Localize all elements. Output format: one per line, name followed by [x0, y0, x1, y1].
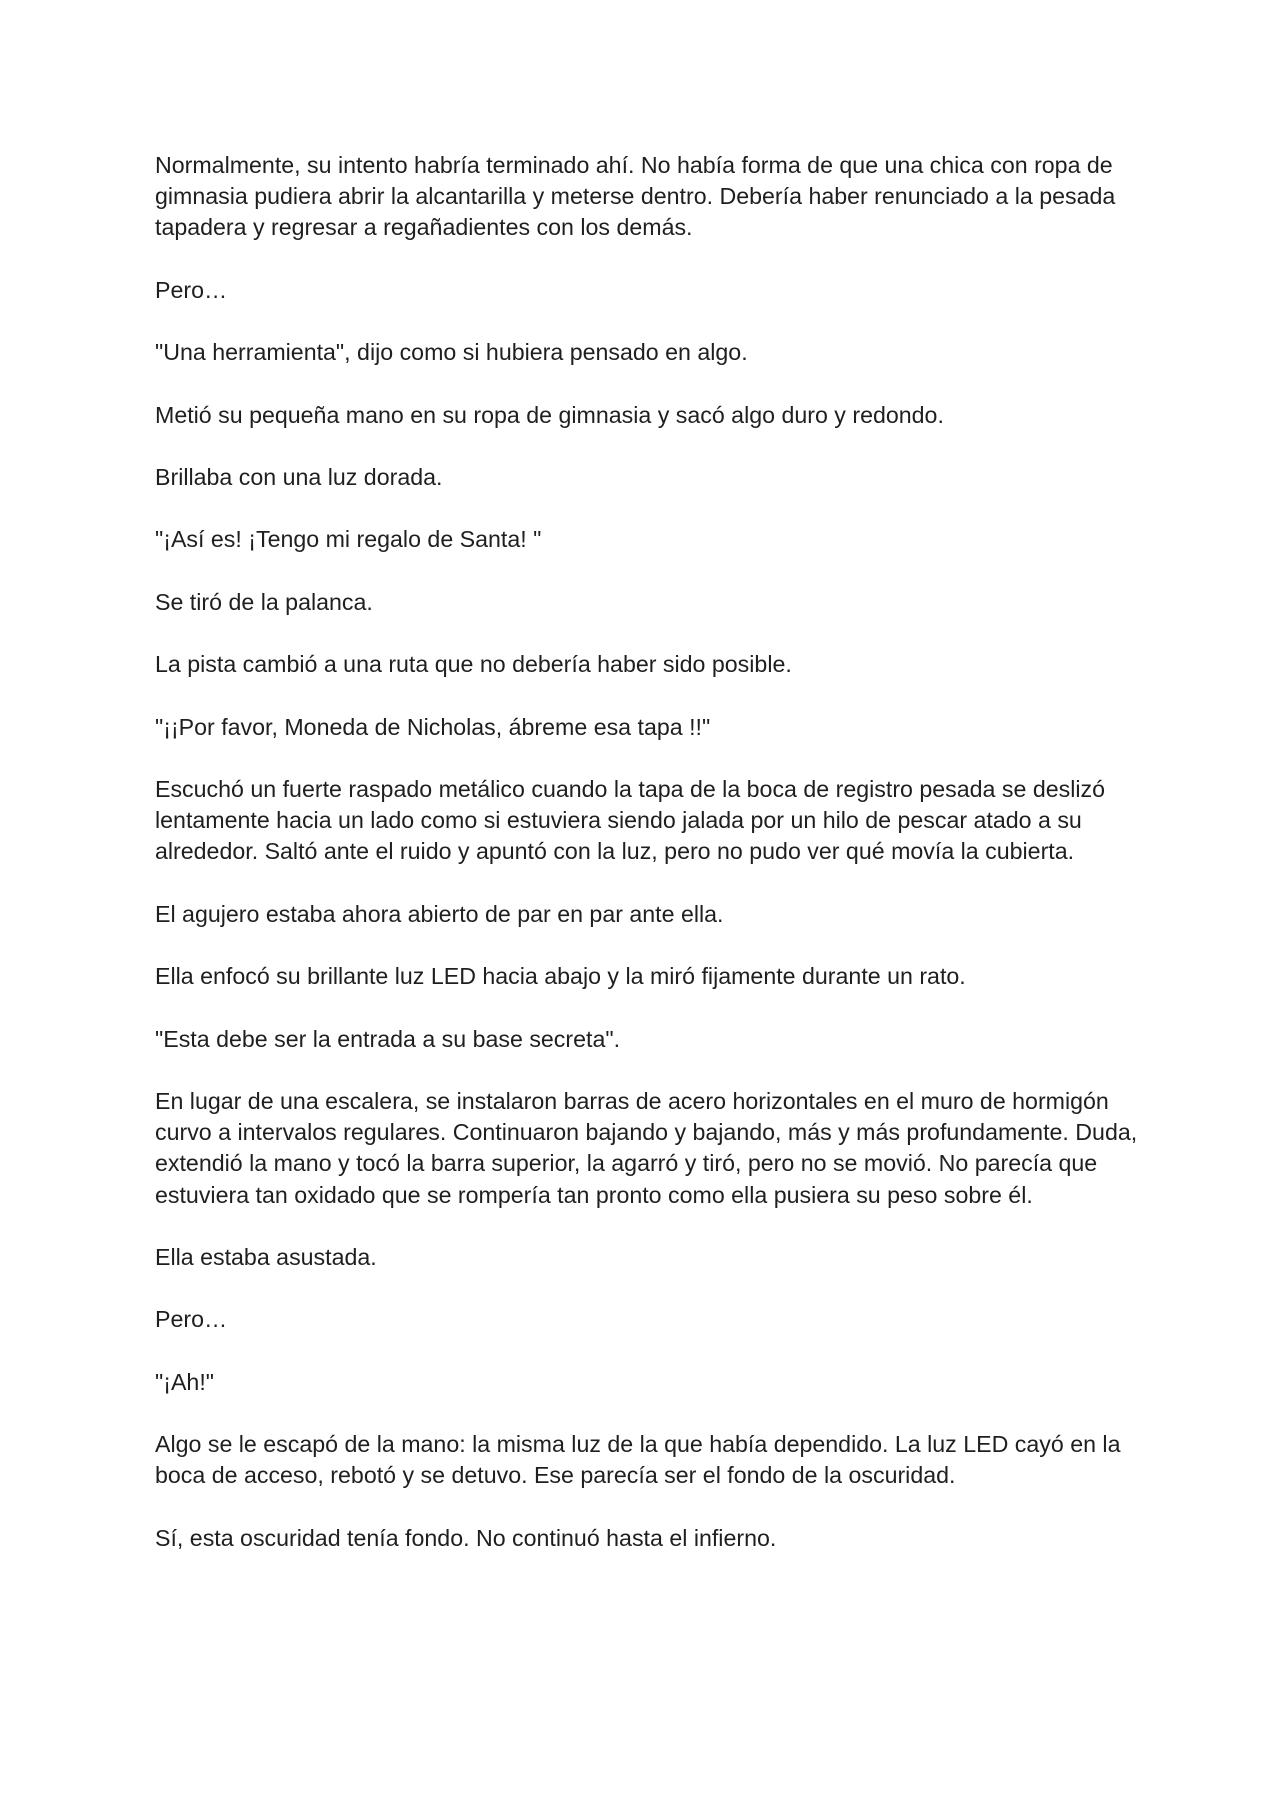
document-body [155, 150, 1140, 1585]
paragraph: Sí, esta oscuridad tenía fondo. No continuó hasta el infierno. [155, 1524, 777, 1551]
paragraph: Ella enfocó su brillante luz LED hacia abajo y la miró fijamente durante un rato. [155, 963, 966, 990]
paragraph: Ella estaba asustada. [155, 1243, 377, 1270]
paragraph: Normalmente, su intento habría terminado ahí. No había forma de que una chica con ropa de gimnasia pudiera abrir la alcantarilla y meterse dentro. Debería haber renunciado a la pesada tapadera y regresar a regañadientes con los demás. [155, 152, 1116, 241]
paragraph: Brillaba con una luz dorada. [155, 463, 443, 490]
paragraph: "¡Así es! ¡Tengo mi regalo de Santa! " [155, 526, 542, 553]
paragraph: Metió su pequeña mano en su ropa de gimnasia y sacó algo duro y redondo. [155, 401, 944, 428]
paragraph: Algo se le escapó de la mano: la misma luz de la que había dependido. La luz LED cayó en la boca de acceso, rebotó y se detuvo. Ese parecía ser el fondo de la oscuridad. [155, 1431, 1121, 1489]
paragraph: Pero… [155, 276, 228, 303]
paragraph: El agujero estaba ahora abierto de par en par ante ella. [155, 900, 724, 927]
paragraph: Escuchó un fuerte raspado metálico cuando la tapa de la boca de registro pesada se deslizó lentamente hacia un lado como si estuviera siendo jalada por un hilo de pescar atado a su alrededor. Saltó ante el ruido y apuntó con la luz, pero no pudo ver qué movía la cubierta. [155, 775, 1106, 865]
paragraph: "¡Ah!" [155, 1368, 214, 1395]
paragraph: "Esta debe ser la entrada a su base secreta". [155, 1025, 621, 1052]
paragraph: La pista cambió a una ruta que no debería haber sido posible. [155, 651, 792, 678]
paragraph: Se tiró de la palanca. [155, 588, 373, 615]
paragraph: Pero… [155, 1306, 228, 1333]
paragraph: En lugar de una escalera, se instalaron barras de acero horizontales en el muro de hormigón curvo a intervalos regulares. Continuaron bajando y bajando, más y más profundamente. Duda, extendió la mano y tocó la barra superior, la agarró y tiró, pero no se movió. No parecía que estuviera tan oxidado que se rompería tan pronto como ella pusiera su peso sobre él. [155, 1087, 1138, 1208]
paragraph: "¡¡Por favor, Moneda de Nicholas, ábreme esa tapa !!" [155, 713, 711, 740]
paragraph: "Una herramienta", dijo como si hubiera pensado en algo. [155, 339, 748, 366]
